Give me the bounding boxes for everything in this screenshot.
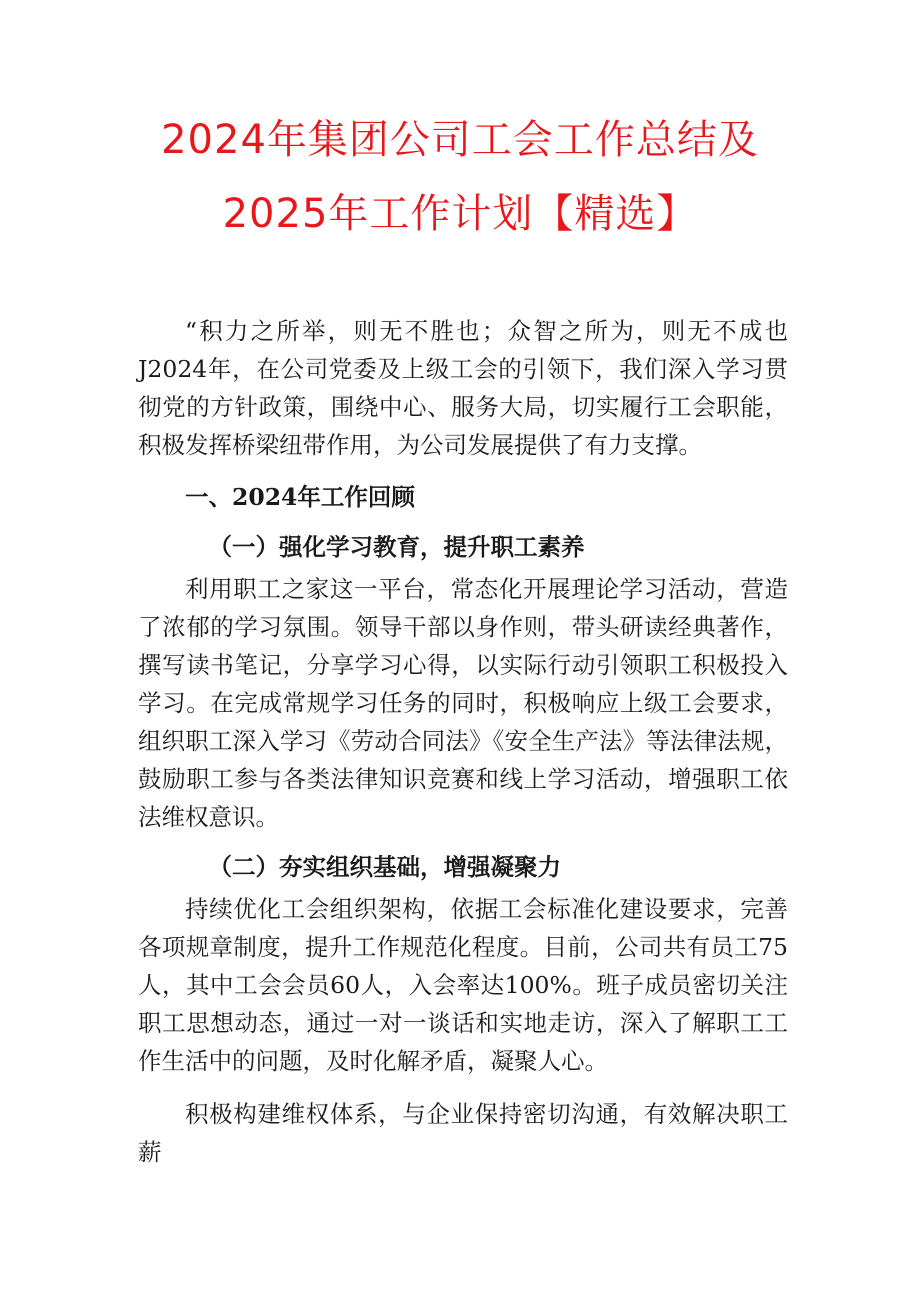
section-heading-review: 一、2024年工作回顾 bbox=[185, 483, 415, 511]
title-line-2: 2025年工作计划【精选】 bbox=[222, 191, 698, 237]
intro-paragraph: “积力之所举，则无不胜也；众智之所为，则无不成也J2024年，在公司党委及上级工会的引领下，我们深入学习贯彻党的方针政策，围绕中心、服务大局，切实履行工会职能，积极发挥桥梁纽带作用，为公司发展提供了有力支撑。 bbox=[138, 317, 788, 459]
rights-paragraph: 积极构建维权体系，与企业保持密切沟通，有效解决职工薪 bbox=[138, 1100, 788, 1166]
subsection-heading-study: （一）强化学习教育，提升职工素养 bbox=[208, 533, 585, 561]
title-line-1: 2024年集团公司工会工作总结及 bbox=[161, 117, 759, 163]
study-paragraph: 利用职工之家这一平台，常态化开展理论学习活动，营造了浓郁的学习氛围。领导干部以身作则，带头研读经典著作，撰写读书笔记，分享学习心得，以实际行动引领职工积极投入学习。在完成常规学习任务的同时，积极响应上级工会要求，组织职工深入学习《劳动合同法》《安全生产法》等法律法规，鼓励职工参与各类法律知识竞赛和线上学习活动，增强职工依法维权意识。 bbox=[138, 575, 788, 831]
document-body bbox=[138, 312, 788, 1171]
subsection-heading-organization: （二）夯实组织基础，增强凝聚力 bbox=[208, 853, 561, 881]
organization-paragraph: 持续优化工会组织架构，依据工会标准化建设要求，完善各项规章制度，提升工作规范化程度。目前，公司共有员工75人，其中工会会员60人，入会率达100%。班子成员密切关注职工思想动态，通过一对一谈话和实地走访，深入了解职工工作生活中的问题，及时化解矛盾，凝聚人心。 bbox=[138, 895, 788, 1075]
